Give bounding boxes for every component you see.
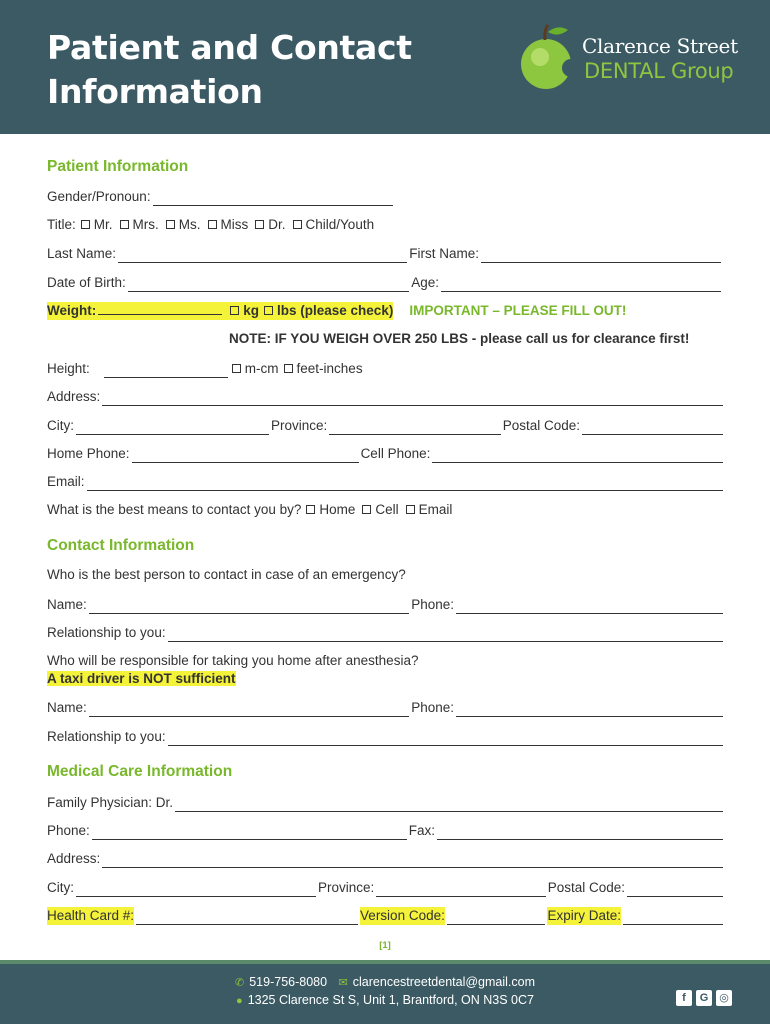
dob-row xyxy=(47,272,723,292)
email-label: Email: xyxy=(47,474,85,489)
emergency-relationship-field[interactable] xyxy=(168,628,723,642)
responsible-phone-label: Phone: xyxy=(411,700,454,715)
medical-city-label: City: xyxy=(47,880,74,895)
checkbox-icon[interactable] xyxy=(81,220,90,229)
checkbox-icon[interactable] xyxy=(120,220,129,229)
checkbox-icon[interactable] xyxy=(264,306,273,315)
checkbox-icon[interactable] xyxy=(255,220,264,229)
mail-icon: ✉ xyxy=(338,977,348,989)
medical-province-field[interactable] xyxy=(376,883,545,897)
checkbox-icon[interactable] xyxy=(166,220,175,229)
medical-information-heading: Medical Care Information xyxy=(47,763,233,780)
medical-city-field[interactable] xyxy=(76,883,316,897)
last-name-field[interactable] xyxy=(118,249,407,263)
email-field[interactable] xyxy=(87,477,723,491)
physician-field[interactable] xyxy=(175,798,723,812)
title-option-miss[interactable]: Miss xyxy=(201,216,249,234)
city-field[interactable] xyxy=(76,421,269,435)
social-links xyxy=(676,990,732,1006)
page-number: [1] xyxy=(379,940,391,951)
physician-label: Family Physician: Dr. xyxy=(47,795,174,810)
responsible-name-row xyxy=(47,697,723,717)
emergency-name-field[interactable] xyxy=(89,600,409,614)
page-header xyxy=(0,0,770,134)
emergency-name-label: Name: xyxy=(47,597,87,612)
responsible-relationship-row xyxy=(47,726,723,746)
gender-label: Gender/Pronoun: xyxy=(47,189,151,204)
responsible-relationship-field[interactable] xyxy=(168,732,723,746)
medical-province-label: Province: xyxy=(318,880,375,895)
phone-row xyxy=(47,443,723,463)
title-option-mrs[interactable]: Mrs. xyxy=(113,216,159,234)
title-option-ms[interactable]: Ms. xyxy=(159,216,201,234)
province-label: Province: xyxy=(271,418,328,433)
apple-logo-icon xyxy=(518,22,578,92)
footer-address-line xyxy=(0,993,770,1007)
checkbox-icon[interactable] xyxy=(208,220,217,229)
responsible-name-label: Name: xyxy=(47,700,87,715)
checkbox-icon[interactable] xyxy=(230,306,239,315)
page-footer xyxy=(0,960,770,1024)
footer-email[interactable]: clarencestreetdental@gmail.com xyxy=(352,975,535,989)
expiry-date-field[interactable] xyxy=(623,911,723,925)
footer-contact-line xyxy=(0,975,770,989)
cell-phone-field[interactable] xyxy=(432,449,723,463)
contact-option-home[interactable]: Home xyxy=(301,501,355,519)
medical-address-label: Address: xyxy=(47,851,101,866)
dob-field[interactable] xyxy=(128,278,409,292)
medical-postal-label: Postal Code: xyxy=(547,880,625,895)
checkbox-icon[interactable] xyxy=(232,364,241,373)
responsible-relationship-label: Relationship to you: xyxy=(47,729,166,744)
logo-name-line2: DENTAL Group xyxy=(584,59,734,83)
medical-phone-field[interactable] xyxy=(92,826,407,840)
home-phone-label: Home Phone: xyxy=(47,446,130,461)
responsible-name-field[interactable] xyxy=(89,703,409,717)
gender-row xyxy=(47,186,723,206)
page-title xyxy=(47,26,412,114)
emergency-name-row xyxy=(47,594,723,614)
fax-label: Fax: xyxy=(408,823,435,838)
location-pin-icon: ● xyxy=(236,995,243,1007)
height-label: Height: xyxy=(47,361,90,376)
medical-address-row xyxy=(47,848,723,868)
cell-phone-label: Cell Phone: xyxy=(360,446,431,461)
checkbox-icon[interactable] xyxy=(293,220,302,229)
home-phone-field[interactable] xyxy=(132,449,359,463)
fax-field[interactable] xyxy=(437,826,723,840)
address-field[interactable] xyxy=(102,392,723,406)
version-code-field[interactable] xyxy=(447,911,546,925)
checkbox-icon[interactable] xyxy=(362,505,371,514)
postal-label: Postal Code: xyxy=(502,418,580,433)
health-card-field[interactable] xyxy=(136,911,358,925)
emergency-phone-field[interactable] xyxy=(456,600,723,614)
medical-city-row xyxy=(47,877,723,897)
height-unit-feet[interactable]: feet-inches xyxy=(279,360,363,378)
expiry-date-label: Expiry Date: xyxy=(547,908,621,923)
clinic-logo xyxy=(518,22,748,92)
address-label: Address: xyxy=(47,389,101,404)
medical-address-field[interactable] xyxy=(102,854,723,868)
patient-information-heading: Patient Information xyxy=(47,158,189,175)
age-label: Age: xyxy=(411,275,439,290)
version-code-label: Version Code: xyxy=(360,908,445,923)
page-title-line2: Information xyxy=(47,72,263,111)
responsible-phone-field[interactable] xyxy=(456,703,723,717)
contact-pref-label: What is the best means to contact you by? xyxy=(47,502,302,517)
city-row xyxy=(47,415,723,435)
contact-option-email[interactable]: Email xyxy=(399,501,453,519)
height-row xyxy=(47,358,723,378)
title-option-dr[interactable]: Dr. xyxy=(248,216,285,234)
logo-name-line1: Clarence Street xyxy=(582,34,738,58)
medical-postal-field[interactable] xyxy=(627,883,723,897)
phone-icon: ✆ xyxy=(235,977,245,989)
contact-pref-row xyxy=(47,499,723,519)
last-name-label: Last Name: xyxy=(47,246,117,261)
weight-row xyxy=(47,300,723,320)
title-option-child[interactable]: Child/Youth xyxy=(286,216,375,234)
contact-option-cell[interactable]: Cell xyxy=(355,501,398,519)
email-row xyxy=(47,471,723,491)
weight-label: Weight: kg lbs (please check) xyxy=(47,303,394,318)
city-label: City: xyxy=(47,418,74,433)
emergency-relationship-row xyxy=(47,622,723,642)
health-card-label: Health Card #: xyxy=(47,908,135,923)
checkbox-icon[interactable] xyxy=(406,505,415,514)
instagram-icon[interactable]: ◎ xyxy=(716,990,732,1006)
height-field[interactable] xyxy=(104,364,228,378)
first-name-field[interactable] xyxy=(481,249,721,263)
health-card-row xyxy=(47,905,723,925)
title-label: Title: xyxy=(47,217,76,232)
name-row xyxy=(47,243,723,263)
footer-phone[interactable]: 519-756-8080 xyxy=(249,975,328,989)
age-field[interactable] xyxy=(441,278,721,292)
address-row xyxy=(47,386,723,406)
medical-phone-label: Phone: xyxy=(47,823,90,838)
checkbox-icon[interactable] xyxy=(284,364,293,373)
important-notice: IMPORTANT – PLEASE FILL OUT! xyxy=(409,303,627,318)
physician-row xyxy=(47,792,723,812)
title-option-mr[interactable]: Mr. xyxy=(76,216,113,234)
emergency-relationship-label: Relationship to you: xyxy=(47,625,166,640)
weight-note: NOTE: IF YOU WEIGH OVER 250 LBS - please call us for clearance first! xyxy=(229,331,690,346)
contact-information-heading: Contact Information xyxy=(47,537,195,554)
height-unit-mcm[interactable]: m-cm xyxy=(230,360,279,378)
title-row xyxy=(47,214,723,234)
footer-address: 1325 Clarence St S, Unit 1, Brantford, ON N3S 0C7 xyxy=(247,993,534,1007)
postal-field[interactable] xyxy=(582,421,723,435)
emergency-phone-label: Phone: xyxy=(411,597,454,612)
emergency-question: Who is the best person to contact in case of an emergency? xyxy=(47,567,406,582)
facebook-icon[interactable]: f xyxy=(676,990,692,1006)
province-field[interactable] xyxy=(329,421,500,435)
dob-label: Date of Birth: xyxy=(47,275,126,290)
google-icon[interactable]: G xyxy=(696,990,712,1006)
medical-phone-row xyxy=(47,820,723,840)
first-name-label: First Name: xyxy=(409,246,479,261)
page-title-line1: Patient and Contact xyxy=(47,28,412,67)
responsible-question: Who will be responsible for taking you home after anesthesia? xyxy=(47,653,419,668)
checkbox-icon[interactable] xyxy=(306,505,315,514)
gender-field[interactable] xyxy=(153,192,393,206)
weight-field[interactable] xyxy=(98,303,222,315)
taxi-warning: A taxi driver is NOT sufficient xyxy=(47,671,236,686)
